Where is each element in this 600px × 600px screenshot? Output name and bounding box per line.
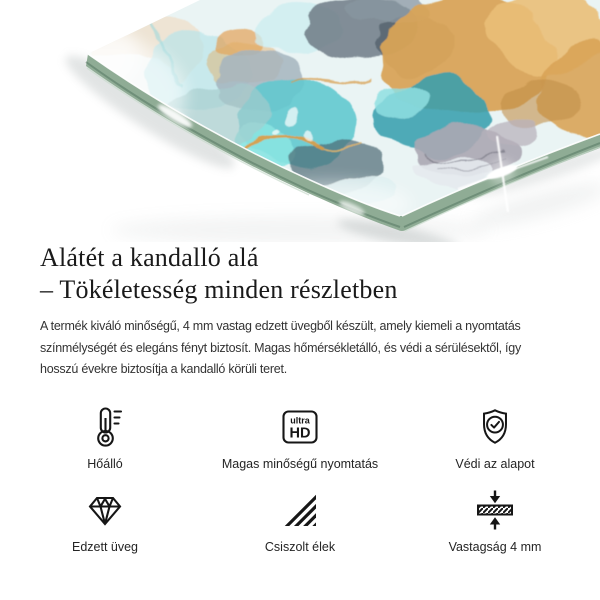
feature-label: Vastagság 4 mm xyxy=(448,539,542,554)
feature-grid xyxy=(40,405,560,554)
product-image xyxy=(0,0,600,242)
glass-panel-render xyxy=(0,0,600,242)
feature-thickness-4mm xyxy=(430,488,560,554)
title-line-1: Alátét a kandalló alá xyxy=(40,243,259,272)
svg-text:ultra: ultra xyxy=(290,415,310,425)
description-line-2: színmélységét és elegáns fényt biztosít. Magas hőmérsékletálló, és védi a sérülésektől, így xyxy=(40,340,521,355)
thickness-icon xyxy=(473,488,517,532)
thermometer-icon xyxy=(86,405,124,449)
feature-protects-base xyxy=(430,405,560,471)
feature-ultra-hd-print xyxy=(170,405,430,471)
shield-check-icon xyxy=(474,405,516,449)
feature-polished-edges xyxy=(170,488,430,554)
ultra-hd-icon xyxy=(280,405,320,449)
feature-label: Csiszolt élek xyxy=(264,539,336,554)
diamond-icon xyxy=(85,488,125,532)
title-line-2: – Tökéletesség minden részletben xyxy=(40,275,398,304)
description-line-1: A termék kiváló minőségű, 4 mm vastag edzett üvegből készült, amely kiemeli a nyomtatás xyxy=(40,319,521,333)
product-description xyxy=(40,316,560,381)
svg-text:HD: HD xyxy=(289,425,311,441)
feature-label: Védi az alapot xyxy=(455,456,535,471)
feature-label: Magas minőségű nyomtatás xyxy=(221,456,379,471)
feature-tempered-glass xyxy=(40,488,170,554)
feature-heat-resistant xyxy=(40,405,170,471)
description-line-3: hosszú évekre biztosítja a kandalló körüli teret. xyxy=(40,362,287,376)
page-title xyxy=(40,242,560,306)
feature-label: Hőálló xyxy=(87,456,123,471)
polished-edges-icon xyxy=(282,488,318,532)
feature-label: Edzett üveg xyxy=(71,539,138,554)
